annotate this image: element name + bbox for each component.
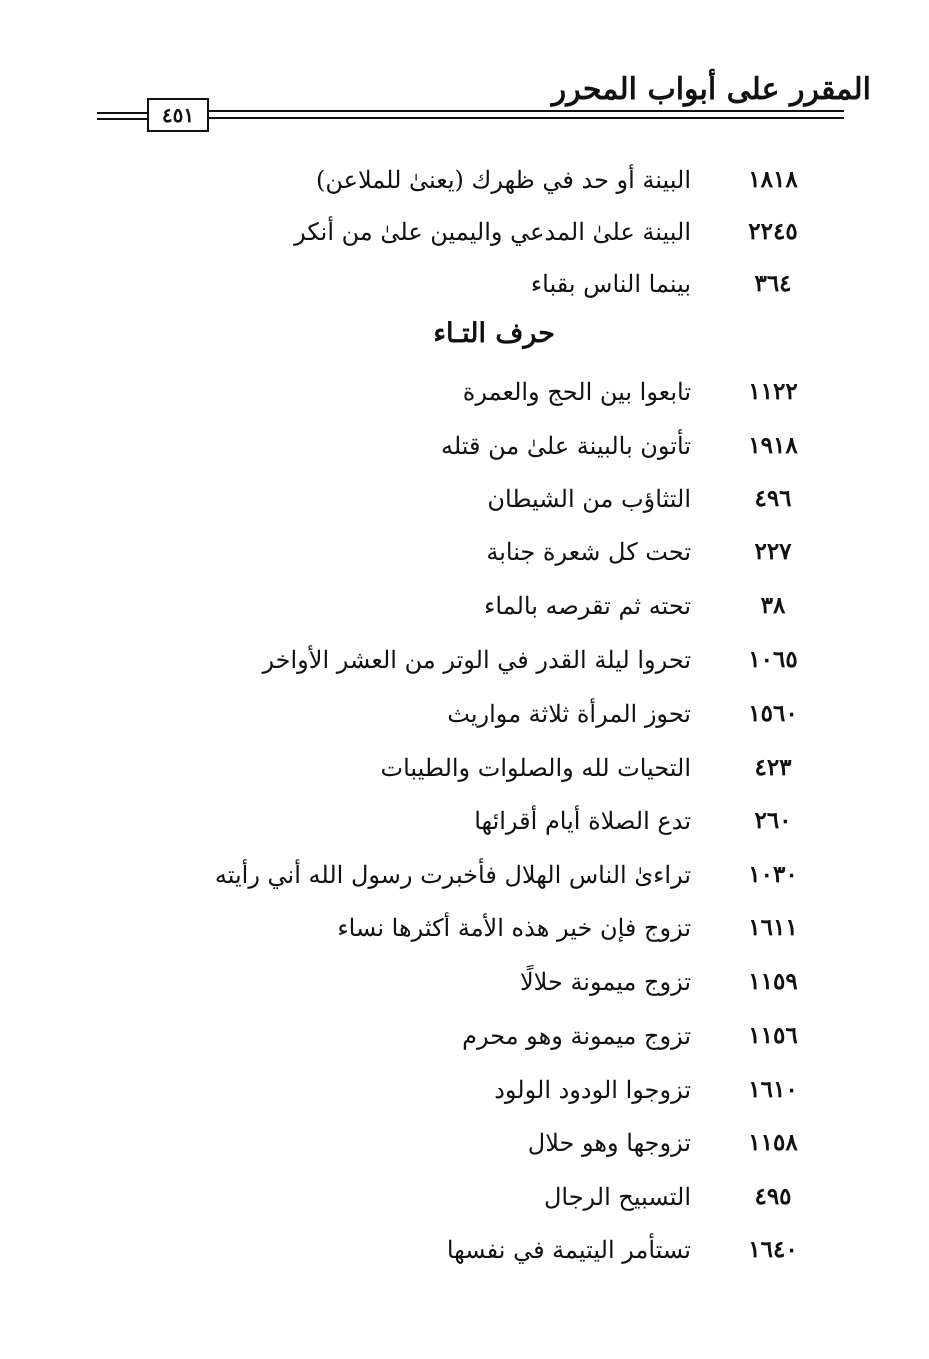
index-entry <box>0 700 929 750</box>
entry-text: البينة علىٰ المدعي واليمين علىٰ من أنكر <box>294 218 691 246</box>
entry-text: البينة أو حد في ظهرك (يعنىٰ للملاعن) <box>316 166 691 194</box>
running-header-title: المقرر على أبواب المحرر <box>551 72 871 107</box>
index-entry <box>0 1183 929 1233</box>
entry-text: التسبيح الرجال <box>543 1183 691 1211</box>
index-entry <box>0 861 929 911</box>
index-entry <box>0 270 929 320</box>
index-entry <box>0 968 929 1018</box>
index-entry <box>0 1129 929 1179</box>
entry-text: تابعوا بين الحج والعمرة <box>462 378 691 406</box>
index-entry <box>0 218 929 268</box>
index-entry <box>0 1076 929 1126</box>
entry-text: تراءىٰ الناس الهلال فأخبرت رسول الله أني رأيته <box>214 861 691 889</box>
entry-number: ٣٦٤ <box>754 270 792 297</box>
page-number: ٤٥١ <box>161 103 195 127</box>
entry-text: التثاؤب من الشيطان <box>487 485 691 513</box>
entry-text: تحت كل شعرة جنابة <box>486 538 691 566</box>
entry-number: ١١٥٩ <box>748 968 798 995</box>
header-rule-left-lower <box>97 118 147 120</box>
entry-text: بينما الناس بقباء <box>530 270 691 298</box>
page-number-box <box>147 98 209 132</box>
entry-text: التحيات لله والصلوات والطيبات <box>380 754 691 782</box>
index-entry <box>0 1022 929 1072</box>
entry-number: ١٠٦٥ <box>748 646 798 673</box>
header-rule-right-lower <box>209 117 844 119</box>
index-entry <box>0 538 929 588</box>
index-entry <box>0 1236 929 1286</box>
entry-number: ١٦١١ <box>748 914 798 941</box>
index-entry <box>0 166 929 216</box>
entry-number: ٢٢٤٥ <box>748 218 798 245</box>
entry-text: تزوجها وهو حلال <box>527 1129 691 1157</box>
entry-number: ٤٢٣ <box>754 754 792 781</box>
index-entry <box>0 914 929 964</box>
entry-number: ١٥٦٠ <box>748 700 798 727</box>
entry-number: ١٠٣٠ <box>748 861 798 888</box>
entry-number: ٤٩٦ <box>754 485 792 512</box>
entry-text: تحته ثم تقرصه بالماء <box>484 592 691 620</box>
entry-text: تزوج ميمونة وهو محرم <box>462 1022 691 1050</box>
entry-text: تستأمر اليتيمة في نفسها <box>446 1236 691 1264</box>
entry-text: تحروا ليلة القدر في الوتر من العشر الأواخر <box>262 646 691 674</box>
entry-text: تزوجوا الودود الولود <box>494 1076 691 1104</box>
entry-number: ١١٥٨ <box>748 1129 798 1156</box>
entry-text: تحوز المرأة ثلاثة مواريث <box>447 700 691 728</box>
entry-number: ١٨١٨ <box>748 166 798 193</box>
entry-number: ٢٦٠ <box>754 807 792 834</box>
index-entry <box>0 485 929 535</box>
entry-number: ١١٢٢ <box>748 378 798 405</box>
section-heading: حرف التـاء <box>433 318 555 349</box>
entry-number: ٣٨ <box>760 592 786 619</box>
entry-text: تزوج فإن خير هذه الأمة أكثرها نساء <box>337 914 691 942</box>
entry-text: تزوج ميمونة حلالًا <box>519 968 691 996</box>
index-entry <box>0 592 929 642</box>
entry-number: ١٩١٨ <box>748 432 798 459</box>
entry-text: تأتون بالبينة علىٰ من قتله <box>440 432 691 460</box>
entry-number: ١٦١٠ <box>748 1076 798 1103</box>
index-entry <box>0 754 929 804</box>
header-rule-left <box>97 112 147 114</box>
index-entry <box>0 432 929 482</box>
index-entry <box>0 646 929 696</box>
header-rule-right <box>209 110 844 112</box>
entry-text: تدع الصلاة أيام أقرائها <box>474 807 691 835</box>
entry-number: ٤٩٥ <box>754 1183 792 1210</box>
entry-number: ١٦٤٠ <box>748 1236 798 1263</box>
entry-number: ٢٢٧ <box>754 538 792 565</box>
entry-number: ١١٥٦ <box>748 1022 798 1049</box>
index-entry <box>0 378 929 428</box>
index-entry <box>0 807 929 857</box>
